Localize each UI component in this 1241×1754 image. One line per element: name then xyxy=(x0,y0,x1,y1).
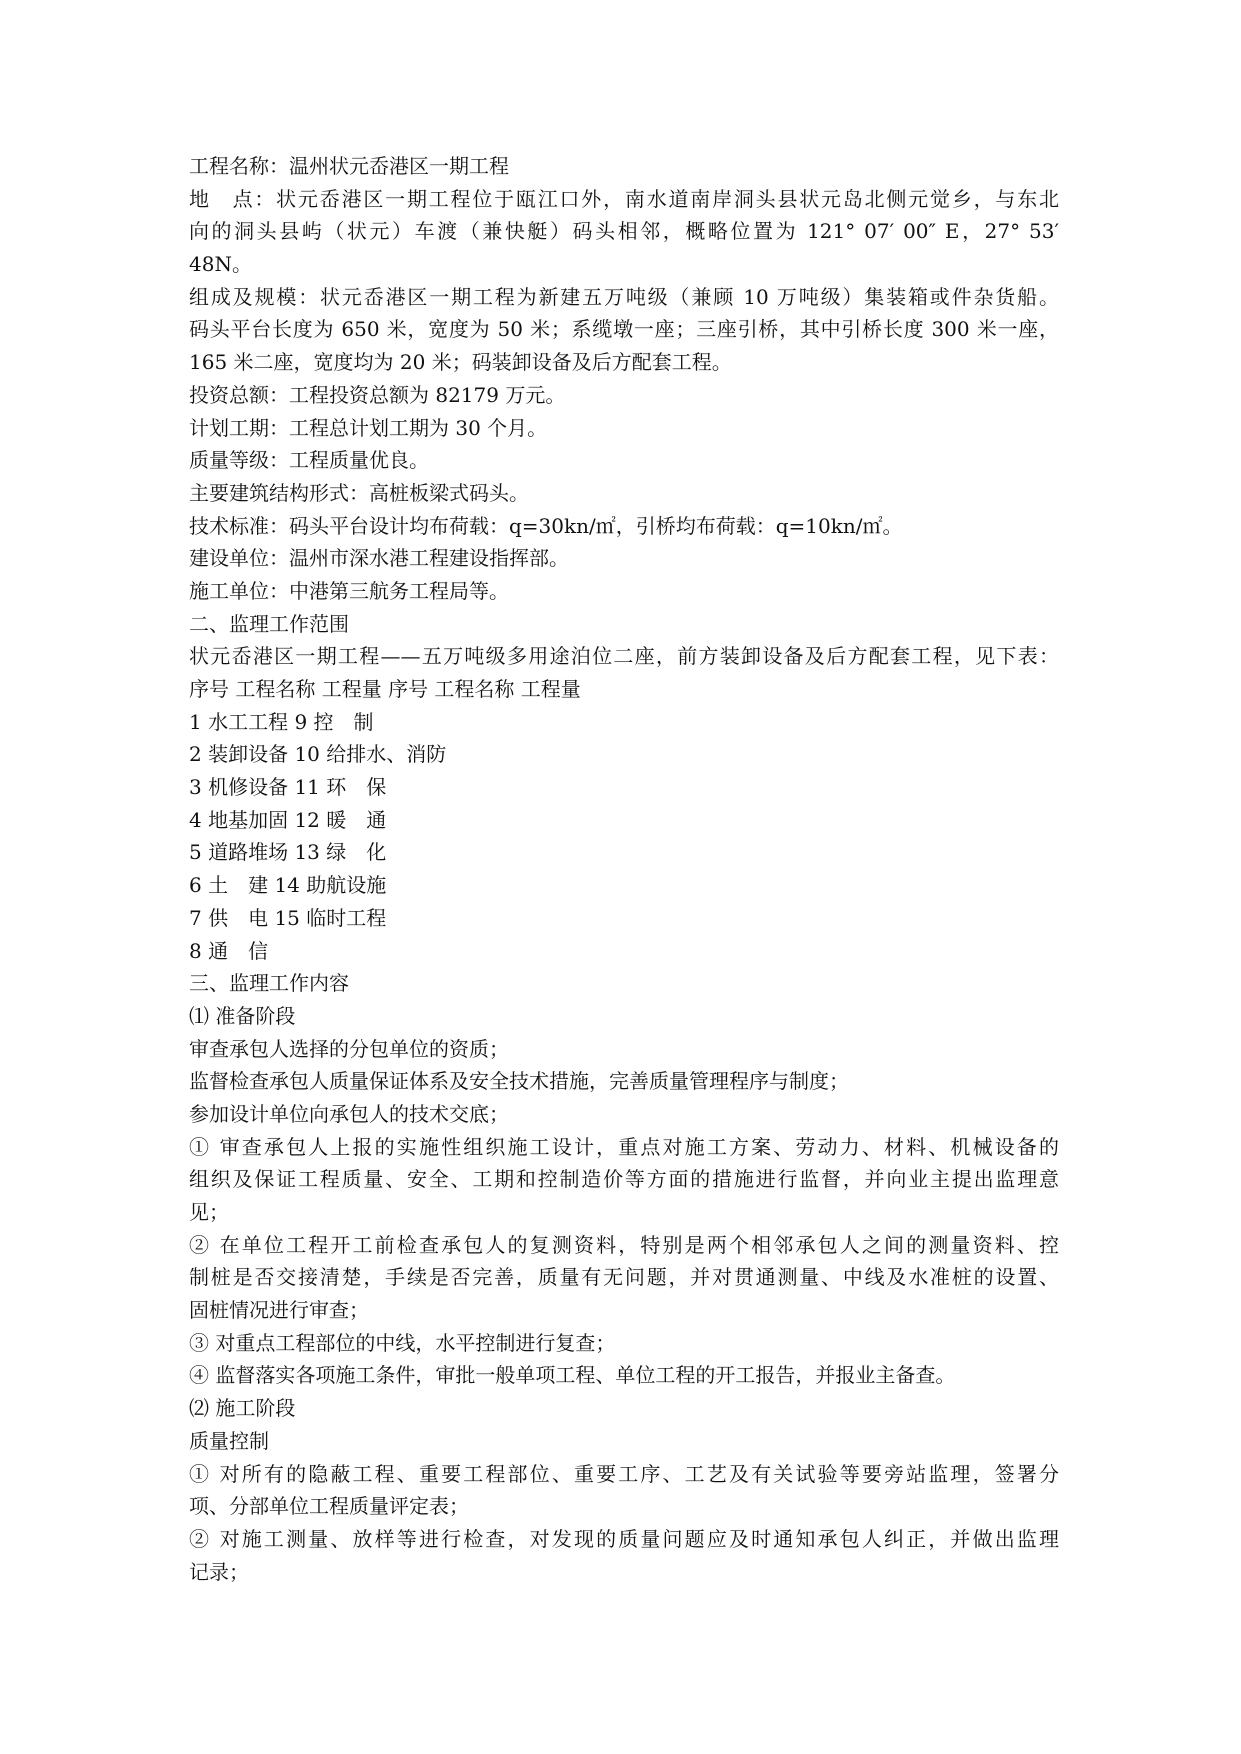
text-line: 4 地基加固 12 暖 通 xyxy=(189,807,387,832)
text-line: 制桩是否交接清楚，手续是否完善，质量有无问题，并对贯通测量、中线及水准桩的设置、 xyxy=(189,1265,1059,1290)
text-line: ④ 监督落实各项施工条件，审批一般单项工程、单位工程的开工报告，并报业主备查。 xyxy=(189,1363,956,1388)
text-line: 48N。 xyxy=(189,252,252,277)
text-line: 投资总额：工程投资总额为 82179 万元。 xyxy=(189,382,566,407)
text-line: 质量等级：工程质量优良。 xyxy=(189,448,429,473)
text-line: 见； xyxy=(189,1200,229,1224)
text-line: 状元岙港区一期工程——五万吨级多用途泊位二座，前方装卸设备及后方配套工程，见下表： xyxy=(189,644,1059,669)
text-line: 7 供 电 15 临时工程 xyxy=(189,905,387,930)
text-line: 5 道路堆场 13 绿 化 xyxy=(189,840,387,865)
text-line: 向的洞头县屿（状元）车渡（兼快艇）码头相邻，概略位置为 121° 07′ 00″ E，27° 53′ xyxy=(189,219,1059,244)
text-line: ⑴ 准备阶段 xyxy=(189,1003,296,1028)
text-line: 2 装卸设备 10 给排水、消防 xyxy=(189,742,447,767)
document-page xyxy=(189,150,1059,1588)
text-line: 组成及规模：状元岙港区一期工程为新建五万吨级（兼顾 10 万吨级）集装箱或件杂货船。 xyxy=(189,284,1059,309)
text-line: 建设单位：温州市深水港工程建设指挥部。 xyxy=(189,546,569,571)
text-line: 记录； xyxy=(189,1559,249,1584)
text-line: 地 点：状元岙港区一期工程位于瓯江口外，南水道南岸洞头县状元岛北侧元觉乡，与东北 xyxy=(189,186,1059,211)
text-line: 8 通 信 xyxy=(189,938,269,963)
text-line: 165 米二座，宽度均为 20 米；码装卸设备及后方配套工程。 xyxy=(189,350,732,375)
text-line: 6 土 建 14 助航设施 xyxy=(189,873,387,898)
text-line: 参加设计单位向承包人的技术交底； xyxy=(189,1101,509,1126)
text-line: 主要建筑结构形式：高桩板梁式码头。 xyxy=(189,480,529,505)
text-line: ③ 对重点工程部位的中线，水平控制进行复查； xyxy=(189,1330,616,1355)
text-line: ⑵ 施工阶段 xyxy=(189,1396,296,1421)
text-line: 施工单位：中港第三航务工程局等。 xyxy=(189,578,509,603)
text-line: 序号 工程名称 工程量 序号 工程名称 工程量 xyxy=(189,677,581,701)
text-line: ① 审查承包人上报的实施性组织施工设计，重点对施工方案、劳动力、材料、机械设备的 xyxy=(189,1134,1059,1159)
text-line: 固桩情况进行审查； xyxy=(189,1298,369,1323)
text-line: 二、监理工作范围 xyxy=(189,611,349,636)
text-line: 质量控制 xyxy=(189,1428,269,1453)
text-line: 审查承包人选择的分包单位的资质； xyxy=(189,1036,509,1061)
text-line: 工程名称：温州状元岙港区一期工程 xyxy=(189,154,509,178)
text-line: 监督检查承包人质量保证体系及安全技术措施，完善质量管理程序与制度； xyxy=(189,1069,849,1094)
text-line: 三、监理工作内容 xyxy=(189,971,349,996)
text-line: 组织及保证工程质量、安全、工期和控制造价等方面的措施进行监督，并向业主提出监理意 xyxy=(189,1167,1059,1192)
text-line: ② 对施工测量、放样等进行检查，对发现的质量问题应及时通知承包人纠正，并做出监理 xyxy=(189,1526,1059,1551)
text-line: 3 机修设备 11 环 保 xyxy=(189,775,387,800)
text-line: 技术标准：码头平台设计均布荷载：q=30kn/㎡，引桥均布荷载：q=10kn/㎡。 xyxy=(189,513,903,538)
text-line: ① 对所有的隐蔽工程、重要工程部位、重要工序、工艺及有关试验等要旁站监理，签署分 xyxy=(189,1461,1059,1486)
text-line: 计划工期：工程总计划工期为 30 个月。 xyxy=(189,415,548,440)
text-line: 1 水工工程 9 控 制 xyxy=(189,709,374,734)
text-line: 码头平台长度为 650 米，宽度为 50 米；系缆墩一座；三座引桥，其中引桥长度 300 米一座， xyxy=(189,317,1059,342)
text-line: 项、分部单位工程质量评定表； xyxy=(189,1494,469,1519)
text-line: ② 在单位工程开工前检查承包人的复测资料，特别是两个相邻承包人之间的测量资料、控 xyxy=(189,1232,1059,1257)
